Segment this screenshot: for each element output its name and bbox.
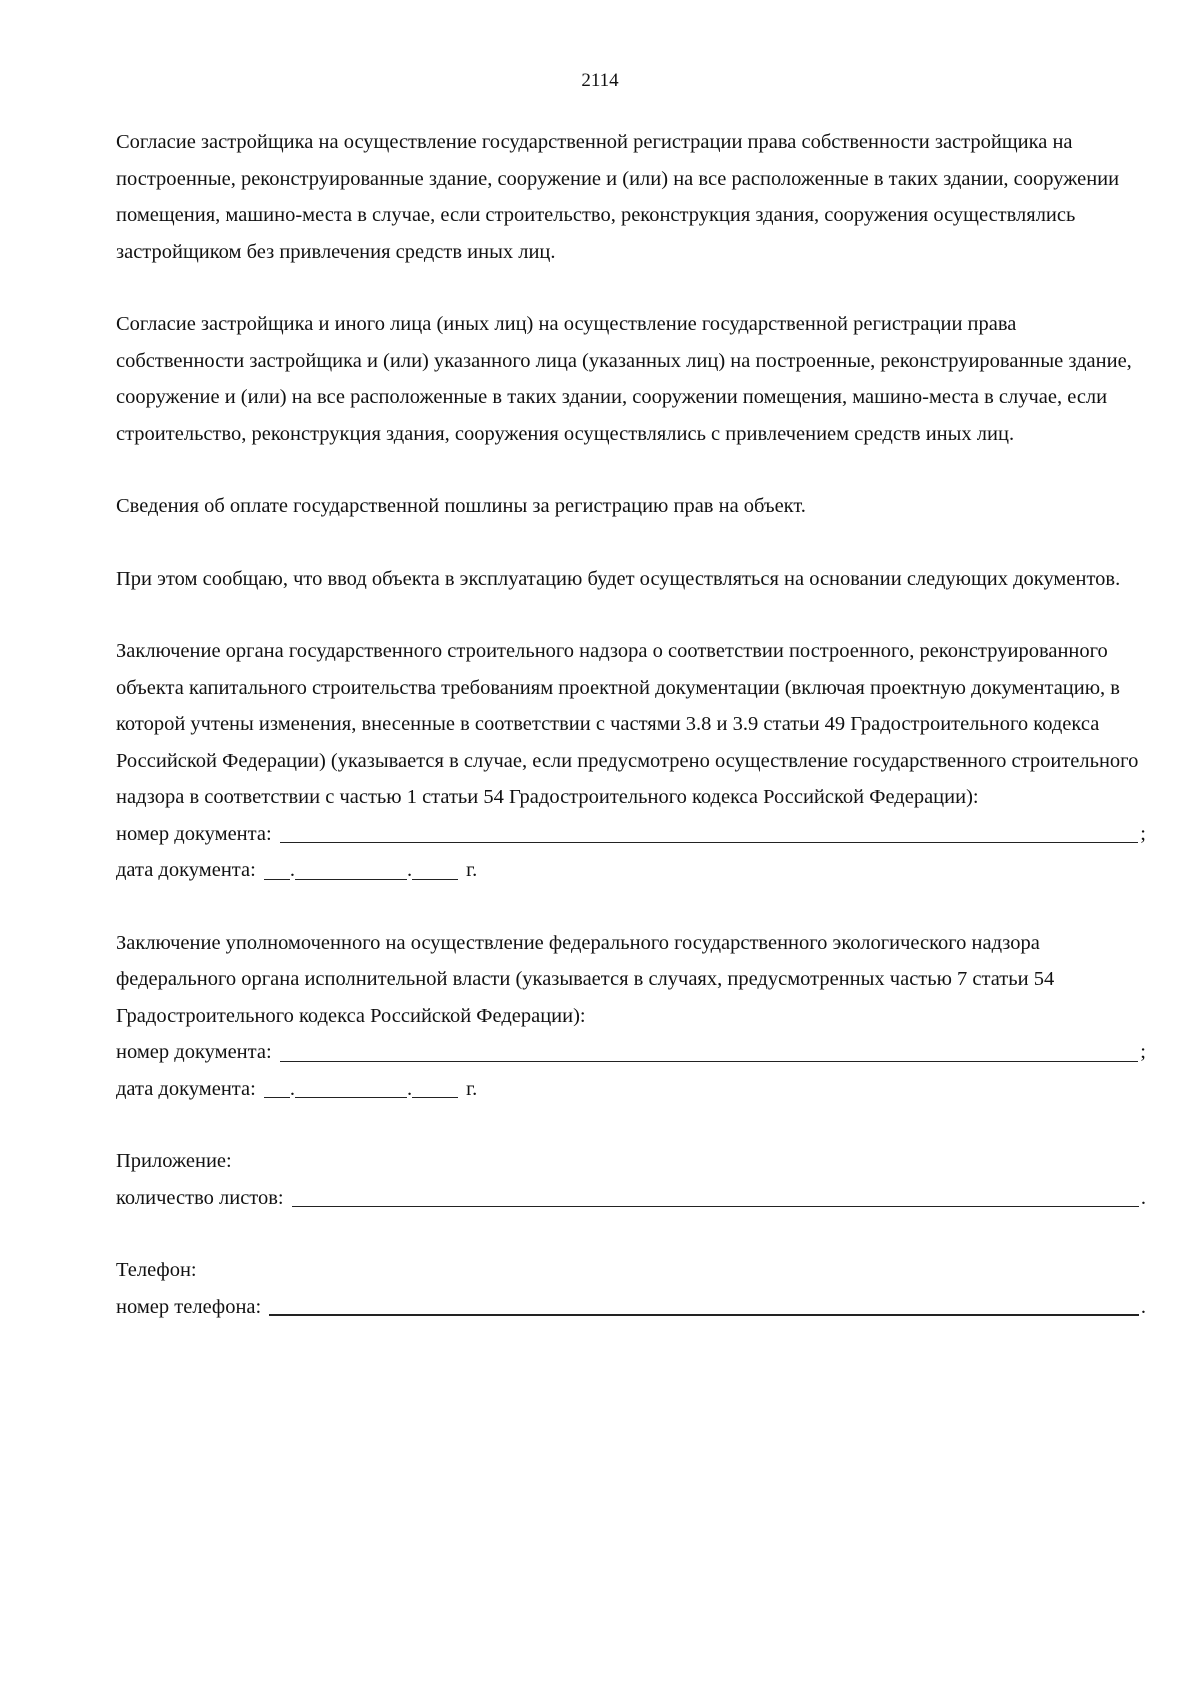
document-body	[116, 124, 1146, 1325]
paragraph-consent-developer: Согласие застройщика на осуществление государственной регистрации права собственности застройщика на построенные, реконструированные здание, сооружение и (или) на все расположенные в таких здании, сооружении помещения, машино-места в случае, если строительство, реконструкция здания, сооружения осуществлялись застройщиком без привлечения средств иных лиц.	[116, 131, 1120, 263]
date-month-blank[interactable]	[295, 1096, 407, 1098]
date-year-blank[interactable]	[412, 1096, 458, 1098]
phone-input-line[interactable]	[269, 1313, 1139, 1316]
dot: .	[1140, 1186, 1146, 1209]
phone-heading: Телефон:	[116, 1259, 197, 1281]
doc-number-label: номер документа:	[116, 1041, 272, 1063]
year-suffix: г.	[466, 1077, 478, 1100]
date-day-blank[interactable]	[264, 878, 290, 880]
sheets-count-input-line[interactable]	[292, 1205, 1139, 1207]
doc-date-field-1: дата документа: . . г.	[116, 852, 1146, 889]
doc-number-input-line[interactable]	[280, 841, 1139, 843]
phone-field	[116, 1289, 1146, 1326]
section-ecological-supervision	[116, 925, 1146, 1108]
doc-number-field-1	[116, 816, 1146, 853]
section-attachment	[116, 1143, 1146, 1216]
doc-number-input-line[interactable]	[280, 1060, 1139, 1062]
paragraph-ecological-conclusion: Заключение уполномоченного на осуществление федерального государственного экологического надзора федерального органа исполнительной власти (указывается в случаях, предусмотренных частью 7 статьи 54 Градостроительного кодекса Российской Федерации):	[116, 931, 1055, 1027]
doc-date-label: дата документа:	[116, 1077, 256, 1100]
paragraph-consent-developer-others: Согласие застройщика и иного лица (иных лиц) на осуществление государственной регистрации права собственности застройщика и (или) указанного лица (указанных лиц) на построенные, реконструированные здание, сооружение и (или) на все расположенные в таких здании, сооружении помещения, машино-места в случае, если строительство, реконструкция здания, сооружения осуществлялись с привлечением средств иных лиц.	[116, 313, 1132, 445]
doc-date-label: дата документа:	[116, 859, 256, 881]
paragraph-supervision-conclusion: Заключение органа государственного строительного надзора о соответствии построенного, реконструированного объекта капитального строительства требованиям проектной документации (включая проектную документацию, в которой учтены изменения, внесенные в соответствии с частями 3.8 и 3.9 статьи 49 Градостроительного кодекса Российской Федерации) (указывается в случае, если предусмотрено осуществление государственного строительного надзора в соответствии с частью 1 статьи 54 Градостроительного кодекса Российской Федерации):	[116, 640, 1139, 808]
dot: .	[1140, 1295, 1146, 1318]
semicolon: ;	[1140, 1041, 1146, 1063]
doc-number-field-2	[116, 1034, 1146, 1071]
date-month-blank[interactable]	[295, 878, 407, 880]
phone-label: номер телефона:	[116, 1295, 262, 1318]
attachment-heading: Приложение:	[116, 1150, 232, 1172]
sheets-count-field	[116, 1180, 1146, 1217]
date-day-blank[interactable]	[264, 1096, 290, 1098]
date-year-blank[interactable]	[412, 878, 458, 880]
sheets-count-label: количество листов:	[116, 1186, 284, 1209]
paragraph-fee-info: Сведения об оплате государственной пошлины за регистрацию прав на объект.	[116, 495, 806, 517]
section-construction-supervision	[116, 633, 1146, 889]
year-suffix: г.	[466, 859, 478, 881]
section-phone	[116, 1252, 1146, 1325]
doc-number-label: номер документа:	[116, 822, 272, 845]
semicolon: ;	[1140, 822, 1146, 845]
page-number: 2114	[581, 70, 619, 91]
doc-date-field-2: дата документа: . . г.	[116, 1071, 1146, 1108]
paragraph-commissioning-basis: При этом сообщаю, что ввод объекта в эксплуатацию будет осуществляться на основании следующих документов.	[116, 567, 1121, 590]
